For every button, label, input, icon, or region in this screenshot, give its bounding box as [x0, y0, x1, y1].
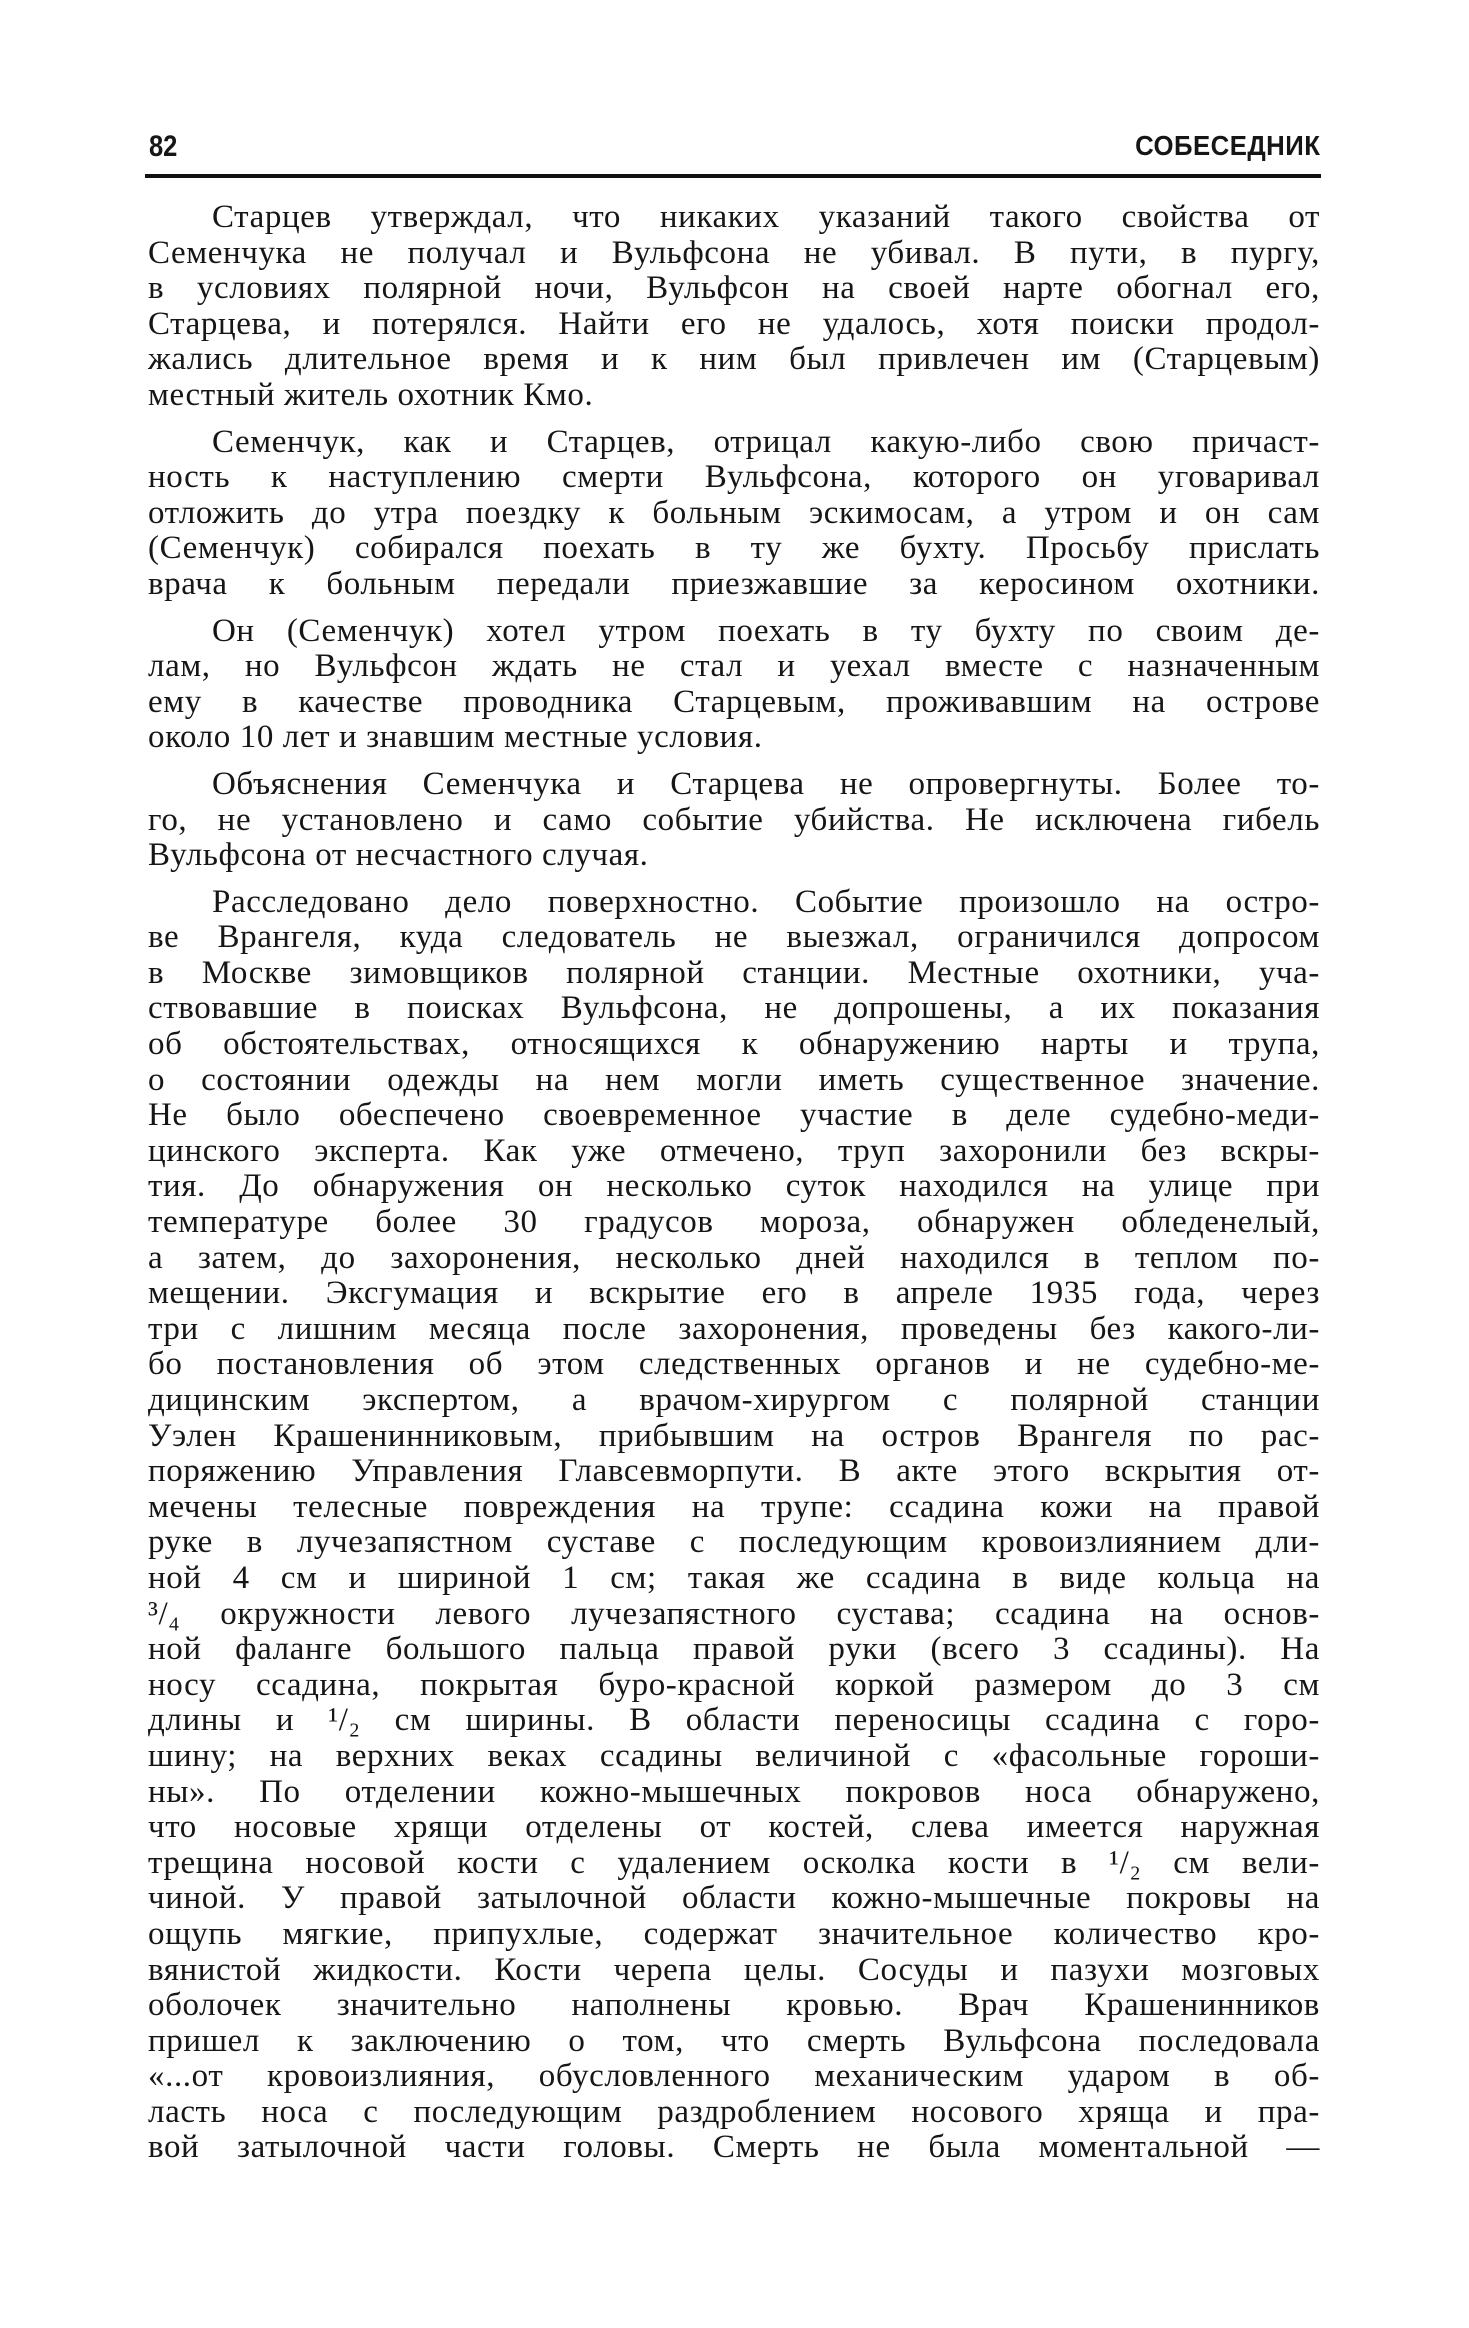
body-text [148, 200, 1320, 2177]
text-line: ³/₄ окружности левого лучезапястного сустава; ссадина на основ- [148, 1595, 1320, 1632]
text-line: Старцев утверждал, что никаких указаний такого свойства от [212, 199, 1320, 235]
text-line: ласть носа с последующим раздроблением носового хряща и пра- [148, 2093, 1320, 2130]
header-rule [145, 174, 1321, 178]
text-line: поряжению Управления Главсевморпути. В акте этого вскрытия от- [148, 1453, 1320, 1490]
text-line: ве Врангеля, куда следователь не выезжал, ограничился допросом [148, 919, 1320, 956]
text-line: тия. До обнаружения он несколько суток находился на улице при [148, 1168, 1320, 1205]
text-line: ощупь мягкие, припухлые, содержат значительное количество кро- [148, 1915, 1320, 1952]
text-line: ему в качестве проводника Старцевым, проживавшим на острове [148, 683, 1320, 720]
text-line: врача к больным передали приезжавшие за керосином охотники. [148, 565, 1320, 602]
text-line: мещении. Эксгумация и вскрытие его в апреле 1935 года, через [148, 1275, 1320, 1312]
text-line: Семенчук, как и Старцев, отрицал какую-либо свою причаст- [212, 423, 1320, 460]
text-line: а затем, до захоронения, несколько дней находился в теплом по- [148, 1239, 1320, 1276]
text-line: ной 4 см и шириной 1 см; такая же ссадина в виде кольца на [148, 1559, 1320, 1596]
text-line: го, не установлено и само событие убийства. Не исключена гибель [148, 801, 1320, 838]
text-line: местный житель охотник Кмо. [148, 376, 594, 413]
text-line: ность к наступлению смерти Вульфсона, которого он уговаривал [148, 459, 1320, 496]
page-number: 82 [149, 130, 178, 163]
text-line: бо постановления об этом следственных органов и не судебно-ме- [148, 1346, 1320, 1383]
text-line: Объяснения Семенчука и Старцева не опровергнуты. Более то- [212, 765, 1320, 802]
text-line: вянистой жидкости. Кости черепа целы. Сосуды и пазухи мозговых [148, 1951, 1320, 1988]
text-line: пришел к заключению о том, что смерть Вульфсона последовала [148, 2022, 1320, 2059]
text-line: в Москве зимовщиков полярной станции. Местные охотники, уча- [148, 954, 1320, 991]
text-line: Не было обеспечено своевременное участие в деле судебно-меди- [148, 1097, 1320, 1134]
text-line: Старцева, и потерялся. Найти его не удалось, хотя поиски продол- [148, 305, 1320, 342]
text-line: чиной. У правой затылочной области кожно-мышечные покровы на [148, 1880, 1320, 1917]
text-line: что носовые хрящи отделены от костей, слева имеется наружная [148, 1809, 1320, 1846]
text-line: мечены телесные повреждения на трупе: ссадина кожи на правой [148, 1488, 1320, 1525]
paragraph [148, 425, 1320, 603]
text-line: оболочек значительно наполнены кровью. Врач Крашенинников [148, 1987, 1320, 2024]
text-line: вой затылочной части головы. Смерть не была моментальной — [148, 2129, 1320, 2166]
text-line: три с лишним месяца после захоронения, проведены без какого-ли- [148, 1310, 1320, 1347]
text-line: руке в лучезапястном суставе с последующим кровоизлиянием дли- [148, 1524, 1320, 1561]
text-line: шину; на верхних веках ссадины величиной с «фасольные горoши- [148, 1737, 1320, 1774]
text-line: о состоянии одежды на нем могли иметь существенное значение. [148, 1061, 1320, 1098]
page-header [147, 126, 1320, 170]
text-line: (Семенчук) собирался поехать в ту же бухту. Просьбу прислать [148, 530, 1320, 567]
text-line: дицинским экспертом, а врачом-хирургом с полярной станции [148, 1382, 1320, 1418]
text-line: длины и ¹/₂ см ширины. В области переносицы ссадина с горо- [148, 1702, 1320, 1739]
paragraph [148, 614, 1320, 756]
text-line: ны». По отделении кожно-мышечных покровов носа обнаружено, [148, 1773, 1320, 1810]
text-line: лам, но Вульфсон ждать не стал и уехал вместе с назначенным [148, 648, 1320, 685]
text-line: цинского эксперта. Как уже отмечено, труп захоронили без вскры- [148, 1132, 1320, 1169]
text-line: температуре более 30 градусов мороза, обнаружен обледенелый, [148, 1204, 1320, 1241]
text-line: около 10 лет и знавшим местные условия. [148, 719, 763, 756]
text-line: Расследовано дело поверхностно. Событие произошло на остро- [212, 883, 1320, 920]
text-line: ной фаланге большого пальца правой руки (всего 3 ссадины). На [148, 1631, 1320, 1668]
paragraph [148, 767, 1320, 874]
text-line: жались длительное время и к ним был привлечен им (Старцевым) [148, 341, 1320, 378]
text-line: Семенчука не получал и Вульфсона не убивал. В пути, в пургу, [148, 234, 1320, 271]
text-line: Он (Семенчук) хотел утром поехать в ту бухту по своим де- [212, 612, 1320, 649]
text-line: Уэлен Крашенинниковым, прибывшим на остров Врангеля по рас- [148, 1417, 1320, 1454]
text-line: Вульфсона от несчастного случая. [148, 837, 649, 874]
text-line: отложить до утра поездку к больным эскимосам, а утром и он сам [148, 494, 1320, 531]
text-line: носу ссадина, покрытая буро-красной коркой размером до 3 см [148, 1666, 1320, 1703]
paragraph [148, 885, 1320, 2166]
text-line: ствовавшие в поисках Вульфсона, не допрошены, а их показания [148, 990, 1320, 1027]
text-line: трещина носовой кости с удалением осколка кости в ¹/₂ см вели- [148, 1844, 1320, 1881]
text-line: «...от кровоизлияния, обусловленного механическим ударом в об- [148, 2058, 1320, 2095]
paragraph [148, 200, 1320, 414]
text-line: об обстоятельствах, относящихся к обнаружению нарты и трупа, [148, 1026, 1320, 1063]
running-title: СОБЕСЕДНИК [1134, 130, 1320, 161]
text-line: в условиях полярной ночи, Вульфсон на своей нарте обогнал его, [148, 270, 1320, 307]
